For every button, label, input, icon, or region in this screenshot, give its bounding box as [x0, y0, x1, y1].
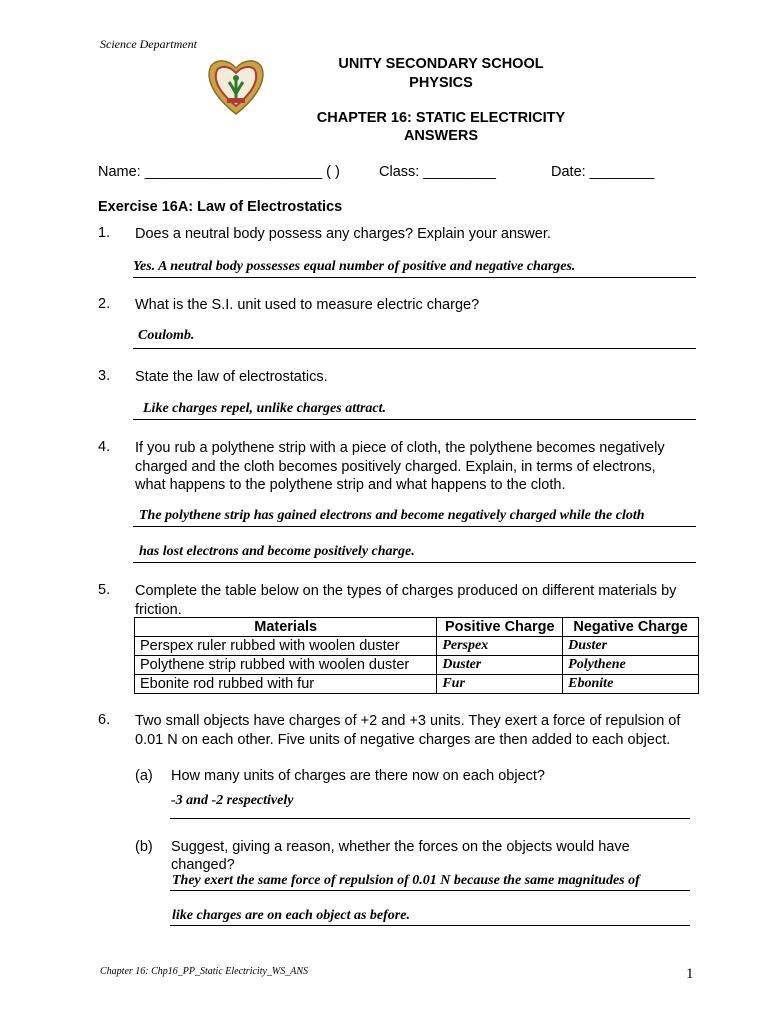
- question-number: 6.: [98, 712, 111, 728]
- department-label: Science Department: [100, 37, 197, 51]
- answer-text: Yes. A neutral body possesses equal number of positive and negative charges.: [133, 259, 576, 274]
- question-text: Two small objects have charges of +2 and +3 units. They exert a force of repulsion of 0.01 N on each other. Five units of negative charges are then added to each object.: [135, 713, 681, 748]
- answer-text: Like charges repel, unlike charges attract.: [143, 401, 387, 416]
- question-text: State the law of electrostatics.: [135, 369, 328, 385]
- answer-line: [170, 818, 690, 819]
- chapter-title: CHAPTER 16: STATIC ELECTRICITY: [316, 110, 566, 126]
- answer-text: -3 and -2 respectively: [171, 793, 294, 808]
- question-text: Complete the table below on the types of charges produced on different materials by friction.: [135, 583, 677, 618]
- page-number: 1: [686, 966, 694, 982]
- question-text: What is the S.I. unit used to measure electric charge?: [135, 297, 480, 313]
- table-header: Materials: [135, 618, 437, 637]
- part-label: (a): [135, 768, 153, 784]
- footer-file-label: Chapter 16: Chp16_PP_Static Electricity_WS_ANS: [100, 966, 309, 977]
- answer-text-line-1: They exert the same force of repulsion of 0.01 N because the same magnitudes of: [172, 873, 640, 888]
- part-question-text: How many units of charges are there now on each object?: [171, 768, 545, 784]
- answer-line: [133, 562, 696, 563]
- name-field-label: Name: ______________________ ( ): [98, 164, 340, 180]
- part-question-text: Suggest, giving a reason, whether the forces on the objects would have changed?: [171, 839, 630, 873]
- subject-title: PHYSICS: [409, 75, 473, 91]
- table-header: Positive Charge: [437, 618, 563, 637]
- table-cell: Duster: [437, 656, 563, 675]
- exercise-title: Exercise 16A: Law of Electrostatics: [98, 199, 343, 215]
- answer-line: [133, 419, 696, 420]
- question-text: Does a neutral body possess any charges? Explain your answer.: [135, 226, 551, 242]
- table-cell: Fur: [437, 675, 563, 694]
- table-cell: Polythene strip rubbed with woolen duster: [135, 656, 437, 675]
- table-header-row: [135, 618, 699, 637]
- class-field-label: Class: _________: [379, 164, 496, 180]
- table-row: [135, 675, 699, 694]
- table-header: Negative Charge: [563, 618, 699, 637]
- table-cell: Duster: [563, 637, 699, 656]
- question-number: 2.: [98, 296, 111, 312]
- answer-text: Coulomb.: [138, 328, 195, 343]
- answer-line: [133, 526, 696, 527]
- answers-title: ANSWERS: [403, 128, 479, 144]
- question-number: 1.: [98, 225, 111, 241]
- answer-text-line-1: The polythene strip has gained electrons and become negatively charged while the cloth: [139, 508, 645, 523]
- date-field-label: Date: ________: [551, 164, 655, 180]
- answer-line: [133, 277, 696, 278]
- question-number: 5.: [98, 582, 111, 598]
- table-cell: Perspex ruler rubbed with woolen duster: [135, 637, 437, 656]
- answer-line: [133, 348, 696, 349]
- question-number: 3.: [98, 368, 111, 384]
- table-cell: Ebonite rod rubbed with fur: [135, 675, 437, 694]
- table-cell: Ebonite: [563, 675, 699, 694]
- part-label: (b): [135, 839, 153, 855]
- answer-text-line-2: has lost electrons and become positively charge.: [139, 544, 415, 559]
- table-cell: Perspex: [437, 637, 563, 656]
- table-cell: Polythene: [563, 656, 699, 675]
- table-row: [135, 656, 699, 675]
- question-number: 4.: [98, 439, 111, 455]
- answer-line: [170, 890, 690, 891]
- question-text: If you rub a polythene strip with a piece of cloth, the polythene becomes negatively charged and the cloth becomes positively charged. Explain, in terms of electrons, what happens to the polythene strip and what happens to the cloth.: [135, 440, 665, 493]
- answer-text-line-2: like charges are on each object as before.: [172, 908, 410, 923]
- table-row: [135, 637, 699, 656]
- school-name: UNITY SECONDARY SCHOOL: [338, 56, 544, 72]
- materials-table: [134, 617, 699, 694]
- answer-line: [170, 925, 690, 926]
